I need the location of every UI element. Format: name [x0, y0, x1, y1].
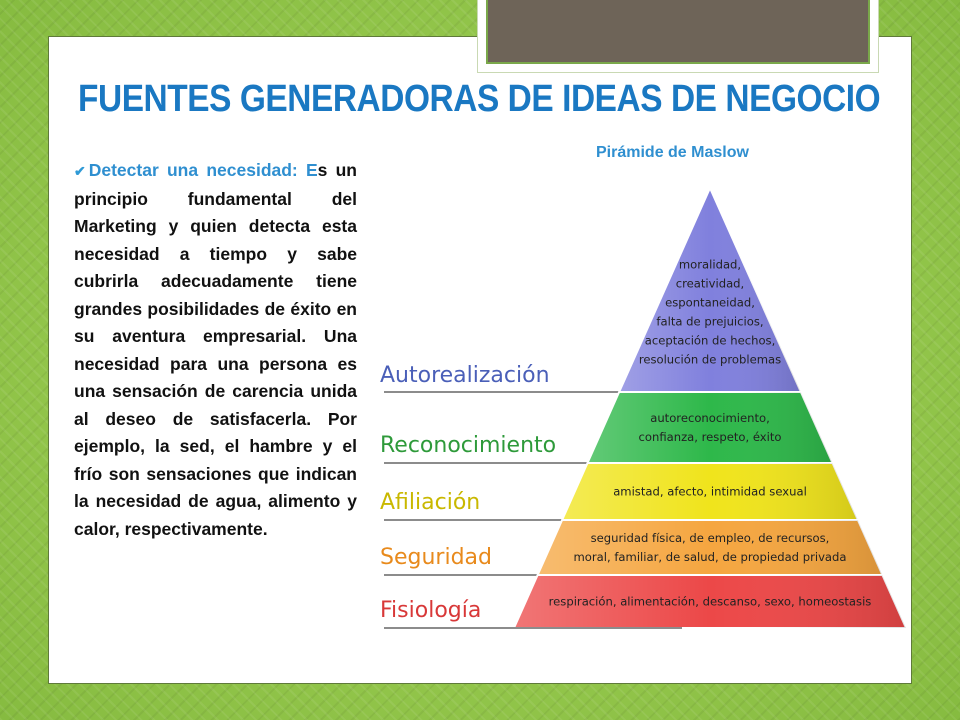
checkmark-icon: ✔ [74, 163, 86, 179]
pyramid-level-name: Autorealización [380, 363, 550, 388]
pyramid-level-description: respiración, alimentación, descanso, sexo, homeostasis [548, 594, 872, 609]
decorative-tab-fill [486, 0, 870, 64]
pyramid-level-description: falta de prejuicios, [656, 314, 764, 329]
pyramid-level-name: Afiliación [380, 490, 481, 515]
pyramid-level-description: amistad, afecto, intimidad sexual [613, 484, 807, 499]
pyramid-level-name: Fisiología [380, 598, 482, 623]
bullet-body: s un principio fundamental del Marketing y quien detecta esta necesidad a tiempo y sabe cubrirla adecuadamente tiene grandes posibilidades de éxito en su aventura empresarial. Una necesidad para una persona es una sensación de carencia unida al deseo de satisfacerla. Por ejemplo, la sed, el hambre y el frío son sensaciones que indican la necesidad de agua, alimento y calor, respectivamente. [74, 160, 357, 539]
pyramid-level-shading-3 [538, 520, 883, 575]
pyramid-level-description: autoreconocimiento, [650, 411, 770, 425]
pyramid-level-name: Reconocimiento [380, 433, 557, 458]
pyramid-level-description: moral, familiar, de salud, de propiedad privada [573, 550, 847, 564]
pyramid-level-description: aceptación de hechos, [644, 333, 776, 348]
bullet-lead: Detectar una necesidad: E [88, 160, 318, 180]
pyramid-level-name: Seguridad [380, 545, 492, 570]
pyramid-level-description: espontaneidad, [665, 295, 755, 310]
pyramid-level-description: creatividad, [675, 276, 745, 291]
pyramid-level-shading-1 [588, 392, 833, 463]
bullet-paragraph [74, 157, 357, 543]
slide-title: FUENTES GENERADORAS DE IDEAS DE NEGOCIO [78, 78, 881, 120]
pyramid-level-description: seguridad física, de empleo, de recursos, [590, 531, 830, 545]
pyramid-title: Pirámide de Maslow [596, 144, 749, 161]
pyramid-level-description: resolución de problemas [638, 352, 782, 367]
maslow-pyramid [370, 180, 910, 640]
decorative-tab [478, 0, 878, 72]
pyramid-level-description: confianza, respeto, éxito [638, 430, 782, 444]
pyramid-level-description: moralidad, [678, 257, 742, 272]
